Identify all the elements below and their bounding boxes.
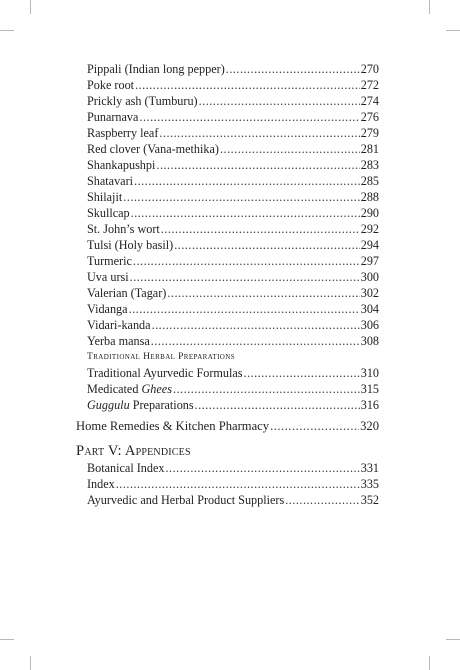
toc-entry[interactable] — [87, 365, 379, 381]
toc-entry[interactable] — [87, 237, 379, 253]
entry-label: Yerba mansa — [87, 334, 150, 348]
entry-label: Index — [87, 477, 115, 491]
toc-entry[interactable] — [87, 381, 379, 397]
toc-entry[interactable] — [87, 476, 379, 492]
toc-entry[interactable] — [87, 189, 379, 205]
leader-dots — [116, 476, 360, 492]
subsection-heading: Traditional Herbal Preparations — [87, 352, 236, 362]
page-number: 290 — [360, 206, 379, 220]
leader-dots — [135, 77, 360, 93]
toc-entry[interactable] — [87, 285, 379, 301]
toc-entry[interactable] — [87, 317, 379, 333]
entry-label: Vidari-kanda — [87, 318, 151, 332]
page-number: 270 — [360, 62, 379, 76]
leader-dots — [134, 173, 360, 189]
page-number: 276 — [360, 110, 379, 124]
leader-dots — [166, 460, 360, 476]
entry-label: Poke root — [87, 78, 135, 92]
leader-dots — [159, 125, 359, 141]
entry-label: Botanical Index — [87, 461, 165, 475]
entry-label: Traditional Ayurvedic Formulas — [87, 366, 243, 380]
toc-entry[interactable] — [87, 125, 379, 141]
leader-dots — [173, 381, 360, 397]
toc-entry[interactable] — [87, 157, 379, 173]
entry-label-italic: Guggulu — [87, 398, 130, 412]
entry-label: St. John’s wort — [87, 222, 160, 236]
page-number: 285 — [360, 174, 379, 188]
entry-label: Home Remedies & Kitchen Pharmacy — [76, 419, 270, 433]
entry-label: Valerian (Tagar) — [87, 286, 167, 300]
leader-dots — [123, 189, 360, 205]
page-number: 274 — [360, 94, 379, 108]
page-number: 315 — [360, 382, 379, 396]
leader-dots — [195, 397, 360, 413]
entry-label: Uva ursi — [87, 270, 129, 284]
toc-entry[interactable] — [87, 301, 379, 317]
page-number: 320 — [360, 419, 379, 433]
leader-dots — [129, 301, 360, 317]
page-number: 297 — [360, 254, 379, 268]
page-number: 316 — [360, 398, 379, 412]
entry-label-italic: Ghees — [141, 382, 172, 396]
toc-chapter-entry[interactable] — [76, 418, 379, 434]
entry-label-prefix: Medicated — [87, 382, 142, 396]
entry-label — [87, 381, 172, 397]
entry-label — [87, 397, 194, 413]
entry-label: Shilajit — [87, 190, 123, 204]
toc-entry[interactable] — [87, 397, 379, 413]
entry-label: Red clover (Vana-methika) — [87, 142, 219, 156]
leader-dots — [270, 418, 359, 434]
toc-entry[interactable] — [87, 253, 379, 269]
page-number: 335 — [360, 477, 379, 491]
toc-entry[interactable] — [87, 333, 379, 349]
page-number: 306 — [360, 318, 379, 332]
leader-dots — [226, 61, 360, 77]
leader-dots — [133, 253, 360, 269]
leader-dots — [244, 365, 360, 381]
toc-entry[interactable] — [87, 460, 379, 476]
entry-label: Skullcap — [87, 206, 130, 220]
toc-entry[interactable] — [87, 269, 379, 285]
page-number: 352 — [360, 493, 379, 507]
leader-dots — [174, 237, 359, 253]
leader-dots — [156, 157, 359, 173]
page-number: 310 — [360, 366, 379, 380]
toc-entry[interactable] — [87, 77, 379, 93]
leader-dots — [285, 492, 360, 508]
page-number: 308 — [360, 334, 379, 348]
page-number: 294 — [360, 238, 379, 252]
leader-dots — [161, 221, 360, 237]
toc-entry[interactable] — [87, 173, 379, 189]
entry-label: Turmeric — [87, 254, 132, 268]
entry-label: Ayurvedic and Herbal Product Suppliers — [87, 493, 285, 507]
page-number: 300 — [360, 270, 379, 284]
toc-entry[interactable] — [87, 109, 379, 125]
page-number: 281 — [360, 142, 379, 156]
entry-label: Tulsi (Holy basil) — [87, 238, 174, 252]
entry-label: Prickly ash (Tumburu) — [87, 94, 198, 108]
leader-dots — [152, 317, 360, 333]
entry-label: Shankapushpi — [87, 158, 156, 172]
page-number: 279 — [360, 126, 379, 140]
toc-entry[interactable] — [87, 492, 379, 508]
leader-dots — [220, 141, 360, 157]
page-number: 292 — [360, 222, 379, 236]
page-number: 283 — [360, 158, 379, 172]
toc-entry[interactable] — [87, 61, 379, 77]
entry-label: Vidanga — [87, 302, 128, 316]
page-number: 272 — [360, 78, 379, 92]
page-number: 331 — [360, 461, 379, 475]
entry-label: Punarnava — [87, 110, 139, 124]
leader-dots — [199, 93, 360, 109]
part-title: Part V: Appendices — [76, 443, 191, 459]
leader-dots — [151, 333, 360, 349]
page-number: 288 — [360, 190, 379, 204]
entry-label: Shatavari — [87, 174, 134, 188]
entry-label: Raspberry leaf — [87, 126, 159, 140]
toc-entry[interactable] — [87, 141, 379, 157]
toc-entry[interactable] — [87, 221, 379, 237]
leader-dots — [139, 109, 359, 125]
toc-entry[interactable] — [87, 205, 379, 221]
toc-entry[interactable] — [87, 93, 379, 109]
entry-label-suffix: Preparations — [129, 398, 194, 412]
leader-dots — [130, 269, 360, 285]
page-number: 302 — [360, 286, 379, 300]
entry-label: Pippali (Indian long pepper) — [87, 62, 225, 76]
page-number: 304 — [360, 302, 379, 316]
leader-dots — [167, 285, 359, 301]
leader-dots — [131, 205, 360, 221]
